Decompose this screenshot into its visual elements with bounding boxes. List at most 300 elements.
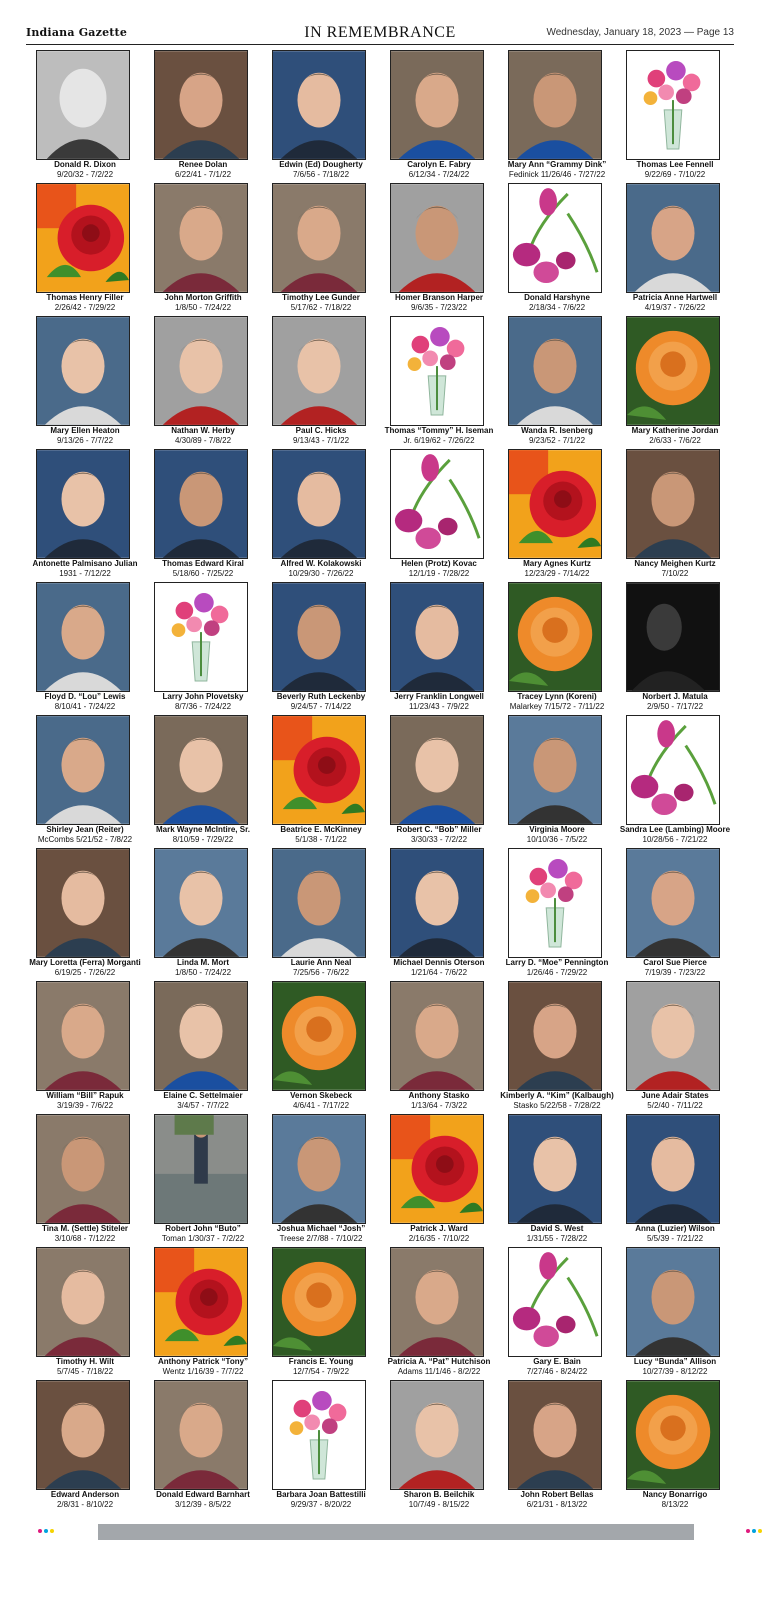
obituary-name: Anthony Patrick “Tony” bbox=[157, 1357, 249, 1366]
obituary-name: Edward Anderson bbox=[50, 1490, 120, 1499]
obituary-caption bbox=[22, 1357, 148, 1376]
obituary-dates: 10/7/49 - 8/15/22 bbox=[408, 1499, 470, 1509]
memorial-photo bbox=[154, 1114, 248, 1224]
orange-rose-image bbox=[272, 1247, 366, 1357]
obituary-entry bbox=[262, 1378, 380, 1511]
obituary-caption bbox=[258, 160, 384, 179]
obituary-name: Nathan W. Herby bbox=[171, 426, 235, 435]
obituary-caption bbox=[258, 426, 384, 445]
obituary-name: Timothy Lee Gunder bbox=[282, 293, 360, 302]
obituary-dates: 10/27/39 - 8/12/22 bbox=[642, 1366, 708, 1376]
color-dots-right bbox=[746, 1529, 762, 1533]
memorial-photo bbox=[36, 582, 130, 692]
obituary-caption bbox=[494, 559, 620, 578]
obituary-dates: 1/13/64 - 7/3/22 bbox=[410, 1100, 468, 1110]
obituary-dates: 5/5/39 - 7/21/22 bbox=[646, 1233, 704, 1243]
memorial-photo bbox=[390, 183, 484, 293]
obituary-dates: 4/6/41 - 7/17/22 bbox=[292, 1100, 350, 1110]
obituary-dates: 9/24/57 - 7/14/22 bbox=[290, 701, 352, 711]
memorial-photo bbox=[390, 1247, 484, 1357]
obituary-entry bbox=[144, 48, 262, 181]
obituary-entry bbox=[616, 580, 734, 713]
obituary-caption bbox=[494, 825, 620, 844]
obituary-caption bbox=[140, 293, 266, 312]
obituary-name: Kimberly A. “Kim” (Kalbaugh) bbox=[500, 1091, 614, 1100]
obituary-name: Floyd D. “Lou” Lewis bbox=[44, 692, 126, 701]
obituary-name: Beverly Ruth Leckenby bbox=[276, 692, 366, 701]
bouquet-image bbox=[154, 582, 248, 692]
obituary-dates: 7/6/56 - 7/18/22 bbox=[292, 169, 350, 179]
obituary-entry bbox=[144, 1245, 262, 1378]
obituary-dates: 2/18/34 - 7/6/22 bbox=[528, 302, 586, 312]
obituary-name: Michael Dennis Oterson bbox=[393, 958, 485, 967]
memorial-photo bbox=[272, 582, 366, 692]
obituary-entry bbox=[380, 1112, 498, 1245]
memorial-photo bbox=[390, 848, 484, 958]
page-header bbox=[26, 24, 734, 45]
memorial-photo bbox=[36, 715, 130, 825]
obituary-name: David S. West bbox=[530, 1224, 584, 1233]
memorial-photo bbox=[508, 981, 602, 1091]
obituary-entry bbox=[380, 181, 498, 314]
obituary-caption bbox=[258, 958, 384, 977]
obituary-entry bbox=[380, 48, 498, 181]
obituary-name: Robert C. “Bob” Miller bbox=[396, 825, 482, 834]
obituary-entry bbox=[144, 1112, 262, 1245]
obituary-dates: Jr. 6/19/62 - 7/26/22 bbox=[403, 435, 475, 445]
obituary-dates: 2/26/42 - 7/29/22 bbox=[54, 302, 116, 312]
memorial-photo bbox=[626, 449, 720, 559]
obituary-entry bbox=[498, 314, 616, 447]
bouquet-image bbox=[272, 1380, 366, 1490]
obituary-entry bbox=[616, 1112, 734, 1245]
tulips-image bbox=[390, 449, 484, 559]
obituary-name: Anna (Luzier) Wilson bbox=[635, 1224, 715, 1233]
obituary-entry bbox=[380, 713, 498, 846]
obituary-caption bbox=[612, 1357, 738, 1376]
obituary-caption bbox=[22, 1091, 148, 1110]
obituary-name: Carol Sue Pierce bbox=[643, 958, 707, 967]
cyan-dot bbox=[752, 1529, 756, 1533]
obituary-name: Tracey Lynn (Koreni) bbox=[517, 692, 597, 701]
memorial-photo bbox=[626, 183, 720, 293]
section-title: IN REMEMBRANCE bbox=[304, 24, 456, 41]
obituary-caption bbox=[376, 426, 502, 445]
obituary-dates: 9/20/32 - 7/2/22 bbox=[56, 169, 114, 179]
obituary-entry bbox=[616, 181, 734, 314]
orange-rose-image bbox=[626, 1380, 720, 1490]
obituary-entry bbox=[380, 1245, 498, 1378]
obituary-caption bbox=[612, 1490, 738, 1509]
obituary-name: Nancy Bonarrigo bbox=[642, 1490, 708, 1499]
obituary-caption bbox=[494, 1490, 620, 1509]
obituary-name: Homer Branson Harper bbox=[394, 293, 484, 302]
obituary-entry bbox=[144, 846, 262, 979]
obituary-entry bbox=[380, 846, 498, 979]
memorial-photo bbox=[626, 582, 720, 692]
obituary-caption bbox=[140, 559, 266, 578]
obituary-entry bbox=[498, 447, 616, 580]
obituary-dates: 4/30/89 - 7/8/22 bbox=[174, 435, 232, 445]
obituary-name: Carolyn E. Fabry bbox=[407, 160, 471, 169]
obituary-entry bbox=[26, 314, 144, 447]
obituary-dates: 1/8/50 - 7/24/22 bbox=[174, 302, 232, 312]
red-rose-image bbox=[36, 183, 130, 293]
obituary-caption bbox=[376, 958, 502, 977]
memorial-photo bbox=[508, 50, 602, 160]
obituary-name: June Adair States bbox=[641, 1091, 709, 1100]
obituary-name: Vernon Skebeck bbox=[290, 1091, 352, 1100]
memorial-photo bbox=[272, 1114, 366, 1224]
obituary-dates: 6/21/31 - 8/13/22 bbox=[526, 1499, 588, 1509]
obituary-caption bbox=[258, 1357, 384, 1376]
red-rose-image bbox=[272, 715, 366, 825]
obituary-caption bbox=[376, 160, 502, 179]
obituary-caption bbox=[140, 825, 266, 844]
obituary-name: Robert John “Buto” bbox=[165, 1224, 241, 1233]
memorial-photo bbox=[36, 1114, 130, 1224]
obituary-dates: 12/23/29 - 7/14/22 bbox=[524, 568, 590, 578]
dateline: Wednesday, January 18, 2023 — Page 13 bbox=[546, 27, 734, 38]
magenta-dot bbox=[38, 1529, 42, 1533]
obituary-name: Mary Ann “Grammy Dink” bbox=[507, 160, 607, 169]
obituary-entry bbox=[380, 314, 498, 447]
memorial-photo bbox=[36, 1380, 130, 1490]
obituary-caption bbox=[22, 160, 148, 179]
obituary-name: John Morton Griffith bbox=[164, 293, 242, 302]
obituary-dates: 3/4/57 - 7/7/22 bbox=[177, 1100, 229, 1110]
obituary-dates: 4/19/37 - 7/26/22 bbox=[644, 302, 706, 312]
obituary-entry bbox=[26, 1378, 144, 1511]
obituary-name: Thomas Edward Kiral bbox=[162, 559, 244, 568]
obituary-entry bbox=[262, 713, 380, 846]
obituary-entry bbox=[26, 713, 144, 846]
obituary-caption bbox=[612, 692, 738, 711]
obituary-caption bbox=[22, 559, 148, 578]
memorial-photo bbox=[272, 449, 366, 559]
obituary-entry bbox=[262, 1112, 380, 1245]
obituary-caption bbox=[612, 559, 738, 578]
bouquet-image bbox=[626, 50, 720, 160]
obituary-dates: 1/8/50 - 7/24/22 bbox=[174, 967, 232, 977]
obituary-name: Paul C. Hicks bbox=[295, 426, 347, 435]
obituary-name: Sharon B. Beilchik bbox=[403, 1490, 475, 1499]
memorial-photo bbox=[508, 1380, 602, 1490]
obituary-entry bbox=[26, 48, 144, 181]
obituary-dates: 9/13/26 - 7/7/22 bbox=[56, 435, 114, 445]
obituary-dates: 9/22/69 - 7/10/22 bbox=[644, 169, 706, 179]
obituary-dates: 9/29/37 - 8/20/22 bbox=[290, 1499, 352, 1509]
obituary-grid bbox=[26, 48, 734, 1511]
obituary-caption bbox=[494, 426, 620, 445]
obituary-dates: 8/10/41 - 7/24/22 bbox=[54, 701, 116, 711]
obituary-name: Mary Katherine Jordan bbox=[631, 426, 719, 435]
page-footer bbox=[26, 1524, 734, 1540]
obituary-dates: 12/1/19 - 7/28/22 bbox=[408, 568, 470, 578]
obituary-dates: 2/8/31 - 8/10/22 bbox=[56, 1499, 114, 1509]
obituary-entry bbox=[498, 1245, 616, 1378]
obituary-entry bbox=[498, 713, 616, 846]
obituary-entry bbox=[26, 181, 144, 314]
obituary-name: Wanda R. Isenberg bbox=[521, 426, 593, 435]
obituary-caption bbox=[494, 160, 620, 179]
obituary-caption bbox=[258, 1091, 384, 1110]
obituary-caption bbox=[22, 293, 148, 312]
obituary-entry bbox=[144, 447, 262, 580]
obituary-caption bbox=[494, 1357, 620, 1376]
obituary-caption bbox=[140, 1490, 266, 1509]
obituary-caption bbox=[22, 825, 148, 844]
obituary-dates: Stasko 5/22/58 - 7/28/22 bbox=[513, 1100, 601, 1110]
obituary-name: Joshua Michael “Josh” bbox=[276, 1224, 366, 1233]
obituary-caption bbox=[612, 426, 738, 445]
masthead: Indiana Gazette bbox=[26, 26, 128, 39]
obituary-caption bbox=[376, 293, 502, 312]
memorial-photo bbox=[154, 183, 248, 293]
obituary-dates: 3/12/39 - 8/5/22 bbox=[174, 1499, 232, 1509]
obituary-caption bbox=[140, 1357, 266, 1376]
obituary-dates: 6/12/34 - 7/24/22 bbox=[408, 169, 470, 179]
obituary-name: Renee Dolan bbox=[178, 160, 228, 169]
obituary-dates: 5/7/45 - 7/18/22 bbox=[56, 1366, 114, 1376]
obituary-dates: 8/10/59 - 7/29/22 bbox=[172, 834, 234, 844]
obituary-caption bbox=[494, 1224, 620, 1243]
obituary-entry bbox=[616, 979, 734, 1112]
obituary-dates: 8/13/22 bbox=[661, 1499, 689, 1509]
obituary-caption bbox=[258, 293, 384, 312]
obituary-name: Thomas Lee Fennell bbox=[636, 160, 714, 169]
obituary-entry bbox=[616, 1378, 734, 1511]
obituary-entry bbox=[262, 48, 380, 181]
obituary-dates: 12/7/54 - 7/9/22 bbox=[292, 1366, 350, 1376]
memorial-photo bbox=[36, 848, 130, 958]
memorial-photo bbox=[36, 981, 130, 1091]
obituary-entry bbox=[498, 181, 616, 314]
obituary-entry bbox=[262, 979, 380, 1112]
obituary-name: Francis E. Young bbox=[288, 1357, 354, 1366]
obituary-dates: 1931 - 7/12/22 bbox=[59, 568, 111, 578]
obituary-name: Laurie Ann Neal bbox=[290, 958, 352, 967]
obituary-dates: Adams 11/1/46 - 8/2/22 bbox=[397, 1366, 481, 1376]
memorial-photo bbox=[272, 316, 366, 426]
memorial-photo bbox=[154, 715, 248, 825]
obituary-name: Norbert J. Matula bbox=[642, 692, 708, 701]
obituary-caption bbox=[612, 958, 738, 977]
memorial-photo bbox=[626, 1247, 720, 1357]
obituary-caption bbox=[22, 692, 148, 711]
obituary-dates: 2/6/33 - 7/6/22 bbox=[649, 435, 701, 445]
obituary-dates: 10/29/30 - 7/26/22 bbox=[288, 568, 354, 578]
memorial-photo bbox=[508, 316, 602, 426]
obituary-name: Larry John Plovetsky bbox=[162, 692, 244, 701]
obituary-entry bbox=[262, 580, 380, 713]
obituary-dates: 9/6/35 - 7/23/22 bbox=[410, 302, 468, 312]
yellow-dot bbox=[758, 1529, 762, 1533]
obituary-dates: 7/27/46 - 8/24/22 bbox=[526, 1366, 588, 1376]
obituary-entry bbox=[144, 580, 262, 713]
obituary-entry bbox=[380, 580, 498, 713]
obituary-caption bbox=[494, 692, 620, 711]
obituary-caption bbox=[494, 293, 620, 312]
obituary-dates: 6/22/41 - 7/1/22 bbox=[174, 169, 232, 179]
obituary-entry bbox=[616, 1245, 734, 1378]
obituary-entry bbox=[26, 447, 144, 580]
obituary-name: Alfred W. Kolakowski bbox=[280, 559, 362, 568]
memorial-photo bbox=[390, 715, 484, 825]
obituary-entry bbox=[616, 314, 734, 447]
obituary-caption bbox=[376, 559, 502, 578]
obituary-caption bbox=[376, 825, 502, 844]
obituary-dates: 2/9/50 - 7/17/22 bbox=[646, 701, 704, 711]
memorial-photo bbox=[508, 715, 602, 825]
memorial-photo bbox=[36, 1247, 130, 1357]
obituary-caption bbox=[258, 825, 384, 844]
bouquet-image bbox=[390, 316, 484, 426]
memorial-photo bbox=[154, 50, 248, 160]
obituary-caption bbox=[612, 825, 738, 844]
obituary-dates: Toman 1/30/37 - 7/2/22 bbox=[161, 1233, 245, 1243]
obituary-caption bbox=[140, 426, 266, 445]
obituary-name: Anthony Stasko bbox=[408, 1091, 470, 1100]
obituary-entry bbox=[262, 846, 380, 979]
memorial-photo bbox=[508, 1114, 602, 1224]
memorial-photo bbox=[390, 981, 484, 1091]
obituary-entry bbox=[380, 979, 498, 1112]
obituary-entry bbox=[498, 846, 616, 979]
cyan-dot bbox=[44, 1529, 48, 1533]
tulips-image bbox=[508, 183, 602, 293]
obituary-entry bbox=[498, 1112, 616, 1245]
obituary-dates: 5/17/62 - 7/18/22 bbox=[290, 302, 352, 312]
obituary-dates: 5/1/38 - 7/1/22 bbox=[295, 834, 347, 844]
obituary-dates: McCombs 5/21/52 - 7/8/22 bbox=[37, 834, 133, 844]
obituary-name: Jerry Franklin Longwell bbox=[394, 692, 484, 701]
obituary-caption bbox=[376, 1357, 502, 1376]
obituary-caption bbox=[376, 1224, 502, 1243]
obituary-dates: Wentz 1/16/39 - 7/7/22 bbox=[162, 1366, 244, 1376]
obituary-entry bbox=[26, 979, 144, 1112]
obituary-caption bbox=[258, 692, 384, 711]
obituary-caption bbox=[376, 1091, 502, 1110]
magenta-dot bbox=[746, 1529, 750, 1533]
obituary-dates: 7/10/22 bbox=[661, 568, 689, 578]
obituary-dates: 9/23/52 - 7/1/22 bbox=[528, 435, 586, 445]
color-dots-left bbox=[38, 1529, 54, 1533]
obituary-name: Larry D. “Moe” Pennington bbox=[505, 958, 609, 967]
obituary-name: Sandra Lee (Lambing) Moore bbox=[619, 825, 731, 834]
obituary-entry bbox=[26, 846, 144, 979]
obituary-caption bbox=[376, 1490, 502, 1509]
obituary-name: Beatrice E. McKinney bbox=[280, 825, 362, 834]
obituary-caption bbox=[22, 958, 148, 977]
orange-rose-image bbox=[508, 582, 602, 692]
obituary-caption bbox=[22, 1490, 148, 1509]
obituary-name: Antonette Palmisano Julian bbox=[32, 559, 138, 568]
tulips-image bbox=[626, 715, 720, 825]
tulips-image bbox=[508, 1247, 602, 1357]
obituary-caption bbox=[494, 958, 620, 977]
bouquet-image bbox=[508, 848, 602, 958]
obituary-dates: 1/31/55 - 7/28/22 bbox=[526, 1233, 588, 1243]
obituary-name: William “Bill” Rapuk bbox=[46, 1091, 124, 1100]
yellow-dot bbox=[50, 1529, 54, 1533]
memorial-photo bbox=[626, 981, 720, 1091]
obituary-entry bbox=[144, 713, 262, 846]
obituary-name: Timothy H. Wilt bbox=[56, 1357, 114, 1366]
red-rose-image bbox=[154, 1247, 248, 1357]
obituary-entry bbox=[144, 181, 262, 314]
obituary-caption bbox=[140, 1091, 266, 1110]
obituary-caption bbox=[140, 958, 266, 977]
obituary-entry bbox=[616, 713, 734, 846]
obituary-entry bbox=[380, 1378, 498, 1511]
obituary-entry bbox=[262, 1245, 380, 1378]
obituary-entry bbox=[26, 580, 144, 713]
memorial-photo bbox=[36, 449, 130, 559]
obituary-name: Shirley Jean (Reiter) bbox=[46, 825, 124, 834]
memorial-photo bbox=[36, 316, 130, 426]
memorial-photo bbox=[390, 50, 484, 160]
memorial-photo bbox=[154, 981, 248, 1091]
obituary-name: John Robert Bellas bbox=[520, 1490, 594, 1499]
obituary-dates: Malarkey 7/15/72 - 7/11/22 bbox=[509, 701, 605, 711]
obituary-name: Edwin (Ed) Dougherty bbox=[279, 160, 363, 169]
obituary-caption bbox=[258, 1224, 384, 1243]
obituary-caption bbox=[22, 1224, 148, 1243]
memorial-photo bbox=[390, 1380, 484, 1490]
obituary-caption bbox=[258, 559, 384, 578]
memorial-photo bbox=[272, 183, 366, 293]
obituary-caption bbox=[140, 692, 266, 711]
orange-rose-image bbox=[626, 316, 720, 426]
obituary-entry bbox=[144, 979, 262, 1112]
obituary-dates: 6/19/25 - 7/26/22 bbox=[54, 967, 116, 977]
obituary-dates: 3/19/39 - 7/6/22 bbox=[56, 1100, 114, 1110]
obituary-entry bbox=[380, 447, 498, 580]
memorial-photo bbox=[154, 449, 248, 559]
obituary-name: Donald Harshyne bbox=[524, 293, 590, 302]
obituary-caption bbox=[376, 692, 502, 711]
memorial-photo bbox=[154, 1380, 248, 1490]
obituary-caption bbox=[612, 1224, 738, 1243]
obituary-name: Patrick J. Ward bbox=[410, 1224, 468, 1233]
obituary-name: Gary E. Bain bbox=[533, 1357, 581, 1366]
obituary-dates: 9/13/43 - 7/1/22 bbox=[292, 435, 350, 445]
obituary-caption bbox=[22, 426, 148, 445]
memorial-photo bbox=[154, 848, 248, 958]
obituary-name: Mary Ellen Heaton bbox=[50, 426, 120, 435]
obituary-name: Nancy Meighen Kurtz bbox=[634, 559, 716, 568]
memorial-photo bbox=[272, 848, 366, 958]
memorial-photo bbox=[626, 1114, 720, 1224]
obituary-dates: 7/19/39 - 7/23/22 bbox=[644, 967, 706, 977]
red-rose-image bbox=[508, 449, 602, 559]
obituary-entry bbox=[616, 447, 734, 580]
obituary-entry bbox=[498, 580, 616, 713]
obituary-name: Elaine C. Settelmaier bbox=[163, 1091, 243, 1100]
obituary-dates: 10/28/56 - 7/21/22 bbox=[642, 834, 708, 844]
obituary-dates: 5/18/60 - 7/25/22 bbox=[172, 568, 234, 578]
obituary-name: Thomas Henry Filler bbox=[46, 293, 124, 302]
orange-rose-image bbox=[272, 981, 366, 1091]
obituary-entry bbox=[144, 1378, 262, 1511]
obituary-name: Mark Wayne McIntire, Sr. bbox=[156, 825, 250, 834]
obituary-name: Linda M. Mort bbox=[177, 958, 229, 967]
memorial-photo bbox=[626, 848, 720, 958]
memorial-photo bbox=[272, 50, 366, 160]
obituary-name: Helen (Protz) Kovac bbox=[401, 559, 477, 568]
obituary-entry bbox=[616, 48, 734, 181]
